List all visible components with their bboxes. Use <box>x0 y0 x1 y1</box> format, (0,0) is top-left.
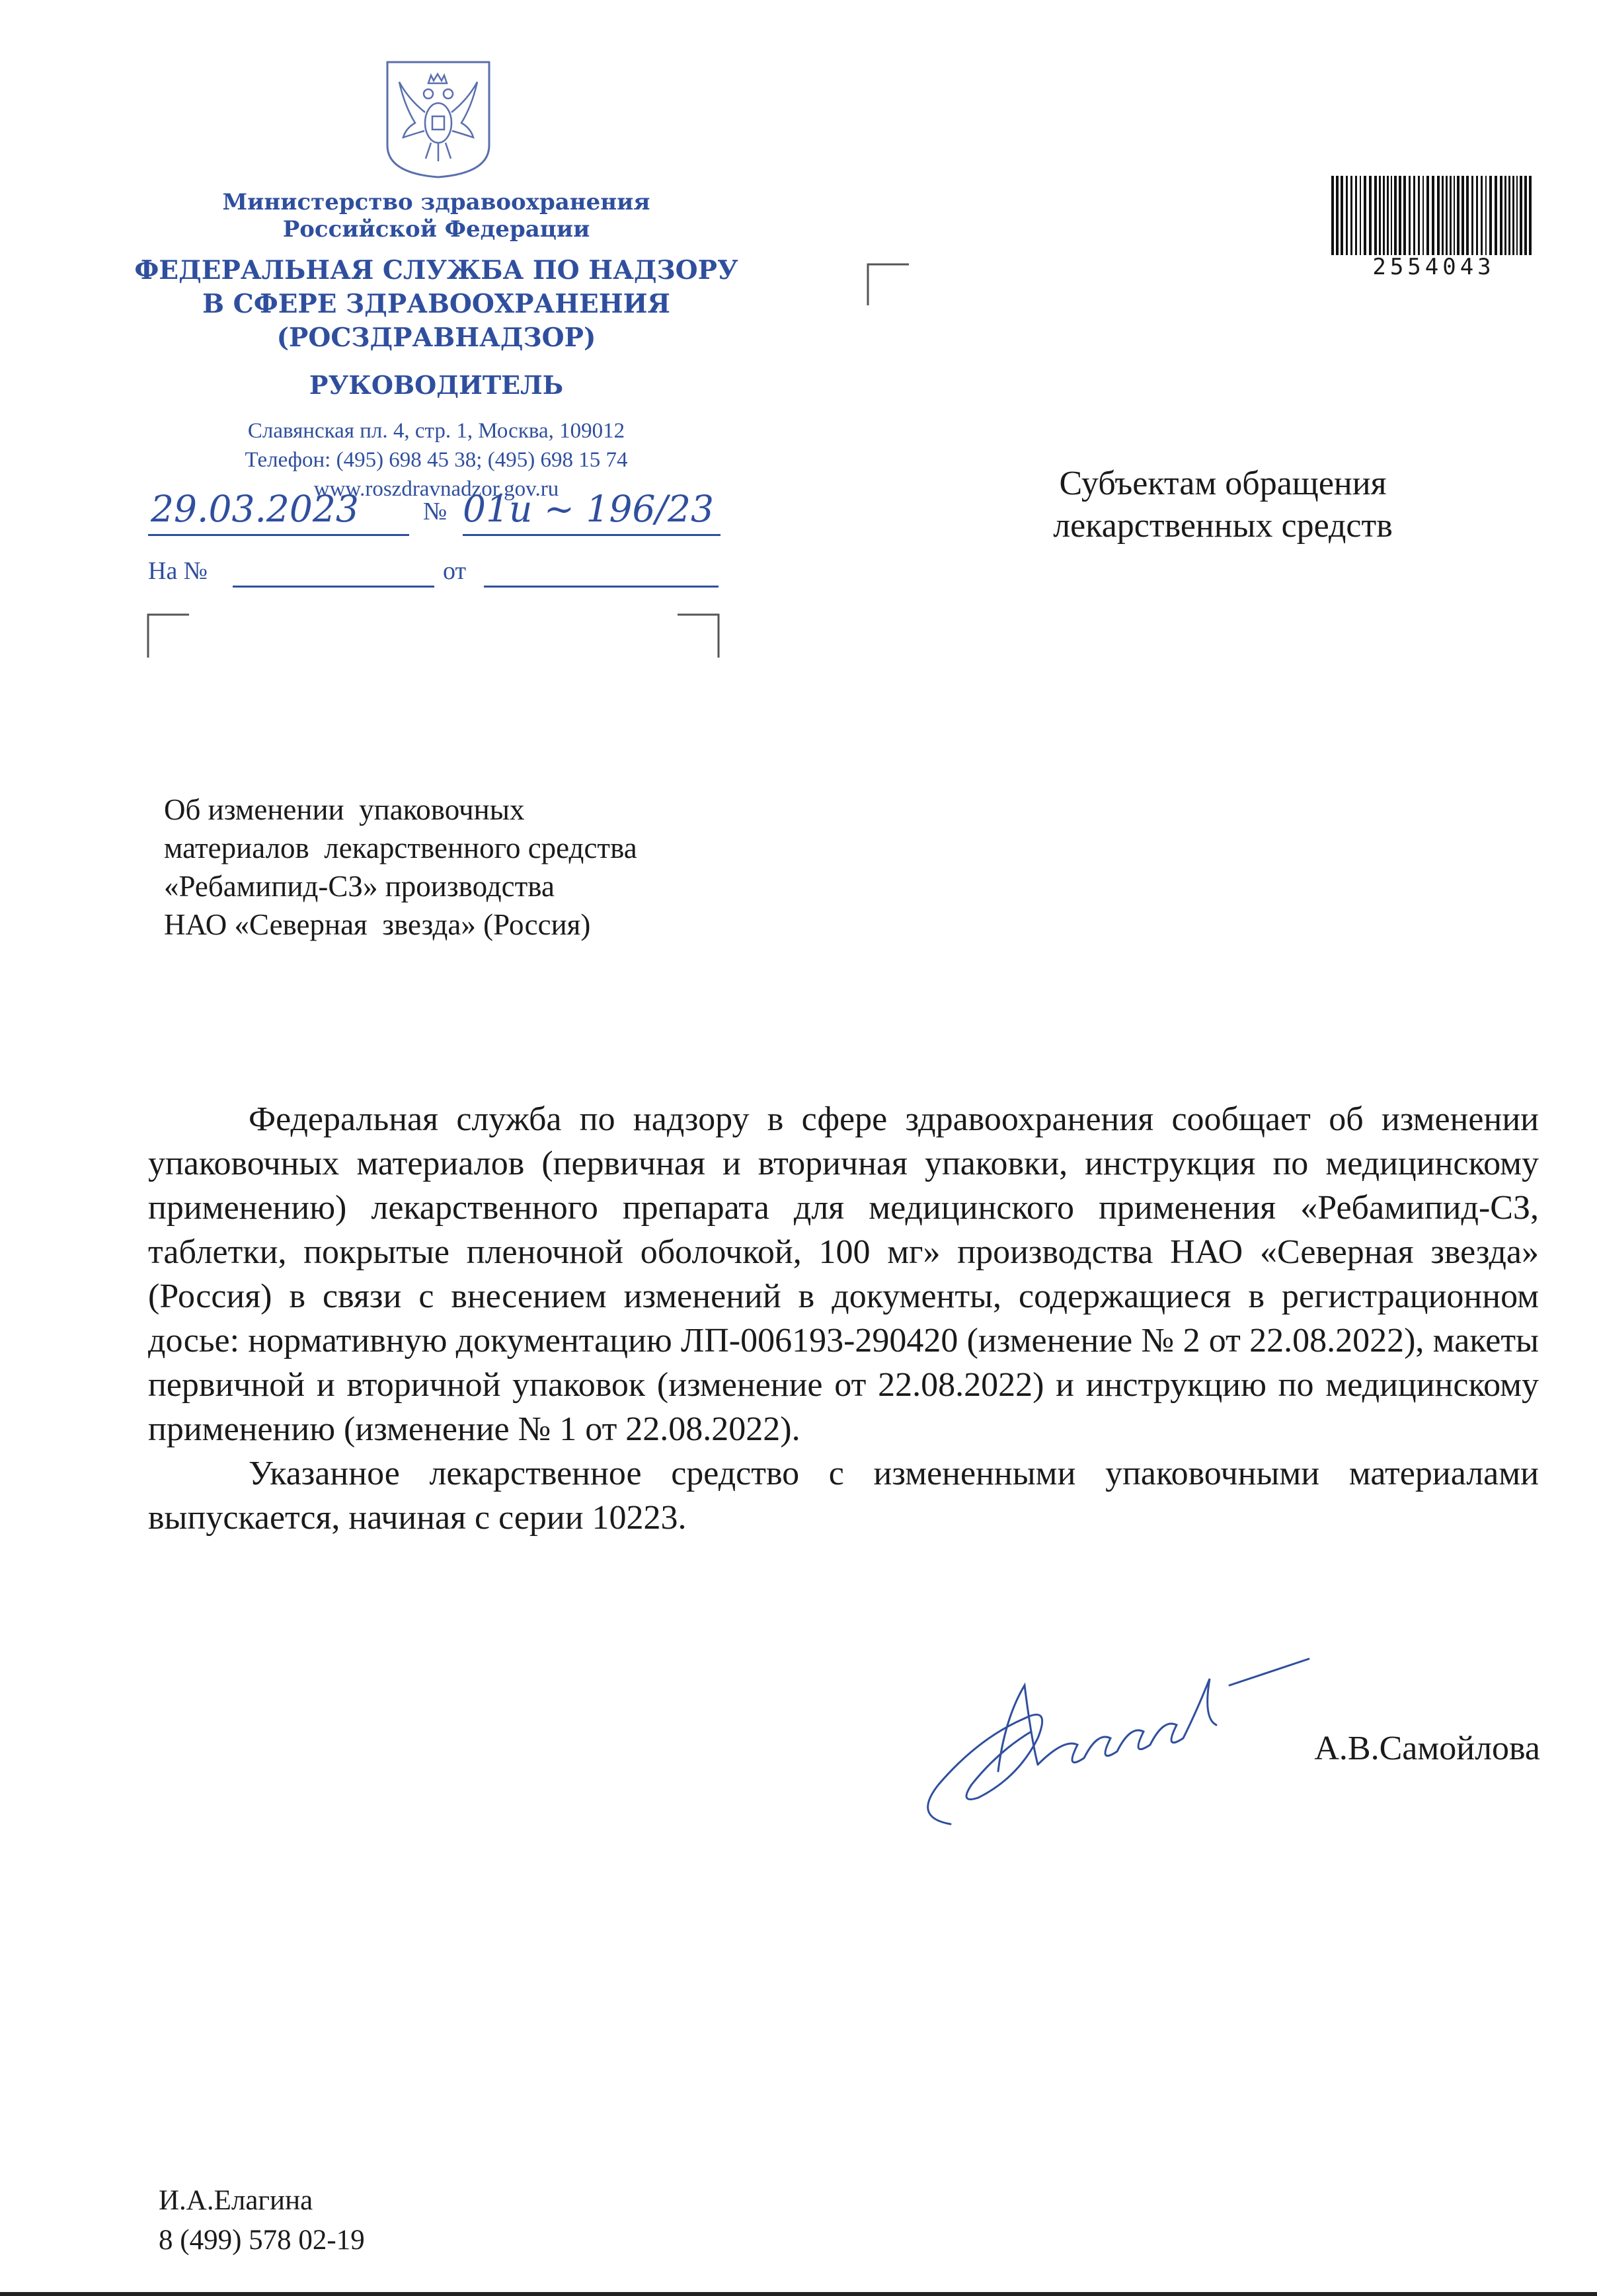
ministry-line2: Российской Федерации <box>282 216 590 243</box>
barcode-bar <box>1461 176 1464 255</box>
website: www.roszdravnadzor.gov.ru <box>313 477 559 501</box>
barcode-bar <box>1446 176 1448 255</box>
barcode-bar <box>1369 176 1372 255</box>
barcode-bar <box>1512 176 1514 255</box>
ministry-line1: Министерство здравоохранения <box>222 189 650 215</box>
executor-name: И.А.Елагина <box>159 2185 313 2216</box>
barcode-bar <box>1432 176 1434 255</box>
barcode-bar <box>1355 176 1357 255</box>
registration-date: 29.03.2023 <box>151 488 359 530</box>
executor-info <box>159 2181 365 2260</box>
barcode-bar <box>1481 176 1483 255</box>
barcode-bar <box>1336 176 1339 255</box>
barcode-bar <box>1524 176 1527 255</box>
handwritten-signature <box>899 1639 1322 1837</box>
barcode-bar <box>1399 176 1401 255</box>
position-title: РУКОВОДИТЕЛЬ <box>309 370 564 400</box>
subject-line1: Об изменении упаковочных <box>164 793 525 826</box>
service-line1: ФЕДЕРАЛЬНАЯ СЛУЖБА ПО НАДЗОРУ <box>134 255 738 286</box>
barcode-bar <box>1457 176 1460 255</box>
barcode-bar <box>1516 176 1518 255</box>
barcode-bar <box>1442 176 1444 255</box>
addressee-line1: Субъектам обращения <box>1059 465 1387 502</box>
body-paragraph-1: Федеральная служба по надзору в сфере здравоохранения сообщает об изменении упаковочных материалов (первичная и вторичная упаковки, инструкция по медицинскому применению) лекарственного препарата для медицинского применения «Ребамипид-СЗ, таблетки, покрытые пленочной оболочкой, 100 мг» производства НАО «Северная звезда» (Россия) в связи с внесением изменений в документы, содержащиеся в регистрационном досье: нормативную документацию ЛП-006193-290420 (изменение № 2 от 22.08.2022), макеты первичной и вторичной упаковок (изменение от 22.08.2022) и инструкцию по медицинскому применению (изменение № 1 от 22.08.2022). <box>148 1100 1539 1448</box>
barcode-bar <box>1466 176 1469 255</box>
barcode-bar <box>1508 176 1510 255</box>
address-corner-marks <box>0 0 1597 727</box>
barcode-bar <box>1360 176 1361 255</box>
barcode-bar <box>1346 176 1348 255</box>
barcode-bar <box>1485 176 1487 255</box>
address: Славянская пл. 4, стр. 1, Москва, 109012 <box>247 419 625 443</box>
barcode-bar <box>1500 176 1502 255</box>
page-bottom-edge <box>0 2292 1597 2296</box>
barcode-bar <box>1504 176 1506 255</box>
barcode-bar <box>1409 176 1411 255</box>
barcode-bar <box>1331 176 1334 255</box>
barcode-bar <box>1437 176 1440 255</box>
addressee <box>985 463 1461 547</box>
barcode-bar <box>1426 176 1429 255</box>
barcode-bar <box>1422 176 1424 255</box>
barcode-bar <box>1350 176 1352 255</box>
barcode-bar <box>1341 176 1343 255</box>
phone: Телефон: (495) 698 45 38; (495) 698 15 74 <box>245 448 628 472</box>
service-line2: В СФЕРЕ ЗДРАВООХРАНЕНИЯ <box>202 289 670 319</box>
number-sign: № <box>423 498 448 525</box>
body-paragraph-2: Указанное лекарственное средство с измененными упаковочными материалами выпускается, начиная с серии 10223. <box>148 1455 1539 1537</box>
barcode-bar <box>1413 176 1415 255</box>
service-line3: (РОСЗДРАВНАДЗОР) <box>276 323 596 353</box>
registration-number: 01и ~ 196/23 <box>463 488 714 530</box>
barcode-bar <box>1383 176 1385 255</box>
barcode-number: 2554043 <box>1372 254 1495 280</box>
executor-phone: 8 (499) 578 02-19 <box>159 2225 365 2256</box>
barcode-bar <box>1495 176 1497 255</box>
barcode-bar <box>1387 176 1389 255</box>
subject-line4: НАО «Северная звезда» (Россия) <box>164 908 591 941</box>
barcode-bar <box>1489 176 1492 255</box>
barcode-bar <box>1403 176 1406 255</box>
barcode <box>1331 176 1536 258</box>
barcode-bar <box>1379 176 1381 255</box>
barcode-bar <box>1520 176 1522 255</box>
barcode-bar <box>1364 176 1366 255</box>
addressee-line2: лекарственных средств <box>1053 507 1393 545</box>
barcode-bar <box>1391 176 1392 255</box>
from-label: от <box>443 557 467 585</box>
reply-label: На № <box>148 557 208 585</box>
subject-line2: материалов лекарственного средства <box>164 831 637 864</box>
barcode-bar <box>1394 176 1397 255</box>
letter-subject <box>164 790 759 944</box>
barcode-bar <box>1471 176 1473 255</box>
barcode-bar <box>1476 176 1478 255</box>
letter-body <box>148 1097 1539 1540</box>
barcode-bar <box>1418 176 1420 255</box>
barcode-bar <box>1454 176 1455 255</box>
barcode-bar <box>1450 176 1452 255</box>
barcode-bar <box>1529 176 1532 255</box>
signatory-name: А.В.Самойлова <box>1314 1730 1540 1767</box>
subject-line3: «Ребамипид-СЗ» производства <box>164 870 555 903</box>
barcode-bar <box>1374 176 1377 255</box>
